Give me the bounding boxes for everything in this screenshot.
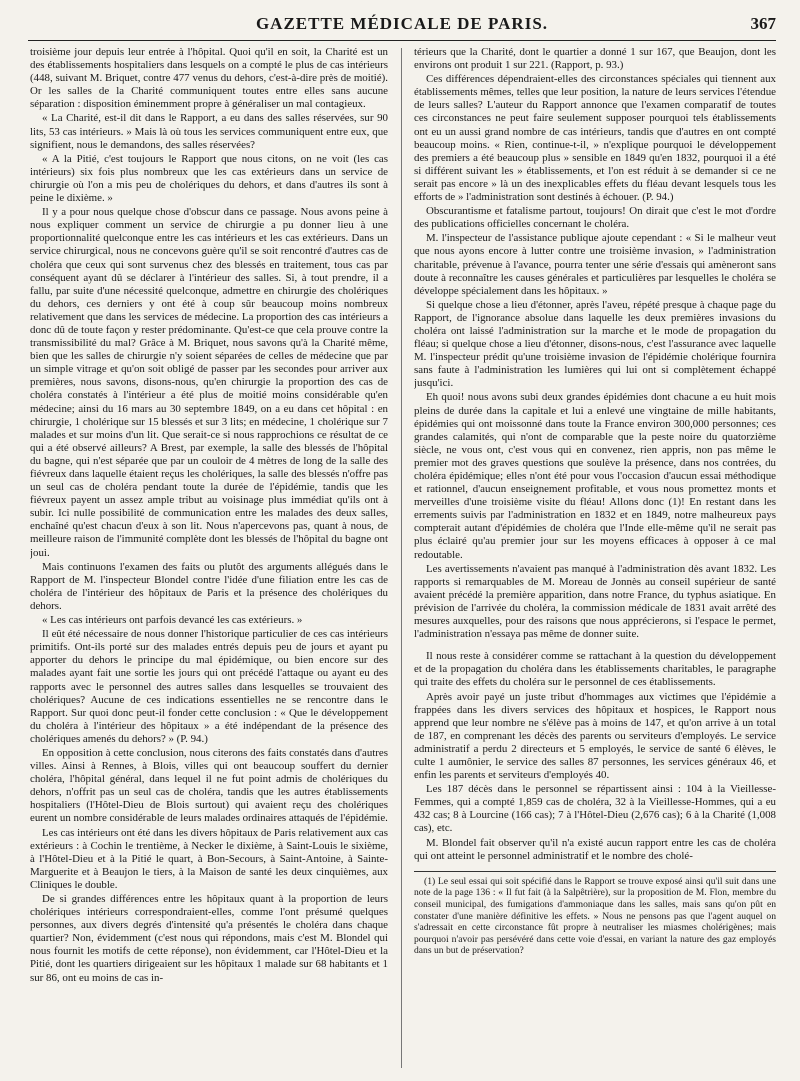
paragraph: Il y a pour nous quelque chose d'obscur dans ce passage. Nous avons peine à nous expliquer comment un service de chirurgie a pu donner lieu à une proportionnalité quelconque entre les cas intérieurs et les cas extérieurs. Dans un service chirurgical, nous ne concevons guère qu'il se soit rencontré d'autres cas de choléra que ceux qui sont survenus chez des blessés en traitement, tous cas par conséquent ayant dû se déclarer à l'intérieur des salles. Si, à tout prendre, il a fallu, par suite d'une nécessité quelconque, admettre en chirurgie des cholériques du dehors, ces derniers y ont été à coup sûr beaucoup moins nombreux relativement que dans les services de médecine. La proportion des cas intérieurs a donc dû de toute façon y rester prédominante. Qu'est-ce que cela prouve contre la transmissibilité du mal? Grâce à M. Briquet, nous savons qu'à la Charité même, bien que les salles de chirurgie n'y soient séparées de celles de médecine que par un simple vitrage et qu'on soit obligé de passer par les secondes pour arriver aux premières, nous savons, disons-nous, qu'en chirurgie la proportion des cas de choléra constatés à l'intérieur a été plus de moitié moins considérable qu'en médecine; ainsi du 16 mars au 30 septembre 1849, on a eu dans cet hôpital : en chirurgie, 1 cholérique sur 15 blessés et sur 3 lits; en médecine, 1 cholérique sur 7 malades et sur moins d'un lit. Que serait-ce si nous rapprochions ce résultat de ce qui a été observé ailleurs? A Brest, par exemple, la salle des blessés de l'hôpital du bagne, qui n'est séparée que par un couloir de 4 mètres de long de la salle des fiévreux dans laquelle étaient reçus les cholériques, la salle des blessés n'offre pas un seul cas de choléra pendant toute la durée de l'épidémie, tandis que les fiévreux payent un assez ample tribut au voisinage plus immédiat qu'ils ont à subir. Ici nulle possibilité de communication entre les malades des deux salles, enchaîné qu'est chacun d'eux à son lit. Nous n'apercevons pas, quant à nous, de meilleure raison de l'immunité complète dont les blessés de l'hôpital du bagne ont joui.	[30, 206, 388, 559]
page-header	[28, 14, 776, 41]
paragraph: M. Blondel fait observer qu'il n'a existé aucun rapport entre les cas de choléra qui ont atteint le personnel administratif et le nombre des cholé-	[414, 836, 776, 862]
paragraph: térieurs que la Charité, dont le quartier a donné 1 sur 167, que Beaujon, dont les environs ont produit 1 sur 221. (Rapport, p. 93.)	[414, 46, 776, 72]
paragraph: Ces différences dépendraient-elles des circonstances spéciales qui tiennent aux établissements mêmes, telles que leur position, la nature de leurs services l'étendue de leurs salles? L'auteur du Rapport annonce que l'examen comparatif de toutes ces circonstances ne peut faire seulement supposer pourquoi tels établissements ont eu un aussi grand nombre de cas intérieurs, tandis que d'autres en ont compté beaucoup moins. « Rien, continue-t-il, » n'explique pourquoi le développement des premiers a été beaucoup plus » sensible en 1849 qu'en 1832, pourquoi il a été si différent suivant les » établissements, et l'on est réduit à se demander si ce ne serait pas encore » là un des inexplicables effets du fléau devant lesquels tous les efforts de » l'administration sont destinés à échouer. (P. 94.)	[414, 73, 776, 204]
footnote-area	[414, 871, 776, 957]
paragraph: Il eût été nécessaire de nous donner l'historique particulier de ces cas intérieurs primitifs. Ont-ils porté sur des malades entrés depuis peu de jours et ayant pu apporter du dehors le principe du mal épidémique, ou bien encore sur des malades ayant fait une sortie les jours qui ont précédé l'attaque ou ayant eu des rapports avec le personnel des autres salles dans lesquelles se trouvaient des cholériques? Aucune de ces indications essentielles ne se rencontre dans le Rapport. Sur quoi donc peut-il fonder cette conclusion : « Que le développement du choléra à l'intérieur des hôpitaux » a été indépendant de la présence des cholériques amenés du dehors? » (P. 94.)	[30, 628, 388, 745]
paragraph: « A la Pitié, c'est toujours le Rapport que nous citons, on ne voit (les cas intérieurs) six fois plus nombreux que les cas extérieurs dans un service de chirurgie où l'on a mis peu de cholériques du dehors, et dans d'autres ils sont à peine le dixième. »	[30, 152, 388, 205]
paragraph: « La Charité, est-il dit dans le Rapport, a eu dans des salles réservées, sur 90 lits, 53 cas intérieurs. » Mais là où tous les services communiquent entre eux, que signifient, nous le demandons, des salles réservées?	[30, 112, 388, 151]
paragraph: Si quelque chose a lieu d'étonner, après l'aveu, répété presque à chaque page du Rapport, de l'ignorance absolue dans laquelle les deux premières invasions du choléra ont laissé l'administration sur la marche et le mode de propagation du fléau; si quelque chose a lieu d'étonner, disons-nous, c'est l'assurance avec laquelle M. l'inspecteur prédit qu'une troisième invasion de l'épidémie cholérique fournira sans faute à l'administration les lumières qui lui ont si complètement échappé jusqu'ici.	[414, 298, 776, 390]
paragraph: troisième jour depuis leur entrée à l'hôpital. Quoi qu'il en soit, la Charité est un des établissements hospitaliers dans lesquels on a compté le plus de cas intérieurs (448, suivant M. Briquet, contre 477 venus du dehors, c'est-à-dire près de moitié). Or les salles de la Charité communiquent toutes entre elles sans aucune séparation : disposition éminemment propre à généraliser un mal contagieux.	[30, 46, 388, 111]
paragraph: Il nous reste à considérer comme se rattachant à la question du développement et de la propagation du choléra dans les établissements charitables, le paragraphe qui traite des effets du choléra sur le personnel de ces établissements.	[414, 650, 776, 689]
left-column	[30, 46, 388, 1071]
paragraph: Mais continuons l'examen des faits ou plutôt des arguments allégués dans le Rapport de M. l'inspecteur Blondel contre l'idée d'une filiation entre les cas de choléra de l'intérieur des hôpitaux de Paris et la présence des cholériques du dehors.	[30, 560, 388, 612]
paragraph: Obscurantisme et fatalisme partout, toujours! On dirait que c'est le mot d'ordre des publications officielles concernant le choléra.	[414, 205, 776, 231]
paragraph: Les 187 décès dans le personnel se répartissent ainsi : 104 à la Vieillesse-Femmes, qui a compté 1,859 cas de choléra, 32 à la Vieillesse-Hommes, qui a eu 432 cas; 8 à Lourcine (166 cas); 7 à l'Hôtel-Dieu (2,676 cas); 6 à la Charité (1,008 cas), etc.	[414, 783, 776, 835]
footnote: (1) Le seul essai qui soit spécifié dans le Rapport se trouve exposé ainsi qu'il suit dans une note de la page 136 : « Il fut fait (à la Salpêtrière), sur la proposition de M. Flon, membre du conseil municipal, des fumigations d'ammoniaque dans les salles, mais sans qu'on pût en constater d'une manière définitive les effets. » Nous ne pensons pas que l'agent auquel on s'adressait en cette circonstance fût propre à neutraliser les miasmes cholérigènes; mais pourquoi n'avoir pas persévéré dans cette voie d'essai, en variant la nature des gaz employés dans un but de préservation?	[414, 875, 776, 957]
paragraph: « Les cas intérieurs ont parfois devancé les cas extérieurs. »	[42, 614, 303, 627]
paragraph: Après avoir payé un juste tribut d'hommages aux victimes que l'épidémie a frappées dans les divers services des hôpitaux et hospices, le Rapport nous apprend que leur nombre ne s'élève pas à moins de 147, et qu'on arrive à un total de 187, en comprenant les décès des parents ou serviteurs d'employés. Le service administratif a perdu 2 directeurs et 5 employés, le service de santé 6 élèves, le culte 1 aumônier, le service des salles 87 personnes, les services généraux 46, et enfin les parents et serviteurs d'employés 40.	[414, 690, 776, 782]
right-column	[414, 46, 776, 1071]
paragraph: Les avertissements n'avaient pas manqué à l'administration dès avant 1832. Les rapports si remarquables de M. Moreau de Jonnès au conseil supérieur de santé avaient précédé la première apparition, dans notre France, du typhus asiatique. En prévision de l'arrivée du choléra, la commission médicale de 1831 avait arrêté des mesures auxquelles, pour des raisons que nous apprécierons, si l'espace le permet, l'administration n'essaya pas même de donner suite.	[414, 562, 776, 641]
paragraph: En opposition à cette conclusion, nous citerons des faits constatés dans d'autres villes. Ainsi à Rennes, à Blois, villes qui ont beaucoup souffert du dernier choléra, l'hôpital général, dans lequel il ne fut point admis de cholériques du dehors, n'offrit pas un seul cas de choléra, tandis que les autres établissements hospitaliers (l'Hôtel-Dieu de Blois surtout) qui avaient reçu des cholériques eurent un nombre considérable de leurs malades ordinaires attaqués de l'épidémie.	[30, 746, 388, 825]
paragraph: Les cas intérieurs ont été dans les divers hôpitaux de Paris relativement aux cas extérieurs : à Cochin le trentième, à Necker le dixième, à Saint-Louis le sixième, à l'Hôtel-Dieu et à la Pitié le quart, à Bon-Secours, à Saint-Antoine, à Sainte-Marguerite et à Beaujon le tiers, à la Maison de santé les deux cinquièmes, aux Cliniques le double.	[30, 826, 388, 891]
paragraph: M. l'inspecteur de l'assistance publique ajoute cependant : « Si le malheur veut que nous ayons encore à lutter contre une troisième invasion, » l'administration charitable, prévenue à l'avance, pourra tenter une série d'essais qui amèneront sans doute à reconnaître les causes générales et particulières par lesquelles le choléra se développe spécialement dans les hôpitaux. »	[414, 232, 776, 297]
journal-title: GAZETTE MÉDICALE DE PARIS.	[255, 14, 549, 33]
page-number: 367	[750, 14, 776, 33]
paragraph: De si grandes différences entre les hôpitaux quant à la proportion de leurs cholériques intérieurs correspondraient-elles, comme l'ont présumé quelques personnes, aux divers degrés d'intensité qu'a présentés le choléra dans chaque quartier? Non, évidemment (c'est nous qui répondons, mais c'est M. Blondel qui nous fournit les motifs de cette réponse), non évidemment, car l'Hôtel-Dieu et la Pitié, dont les quartiers dirigeaient sur les hôpitaux 1 malade sur 68 habitants et 1 sur 86, ont eu moins de cas in-	[30, 893, 388, 984]
paragraph: Eh quoi! nous avons subi deux grandes épidémies dont chacune a eu huit mois pleins de durée dans la capitale et lui a enlevé une vingtaine de mille habitants, épidémies qui ont moissonné dans toute la France environ 300,000 personnes; ces grandes calamités, qui n'ont de comparable que la peste noire du quatorzième siècle, ne vous ont, c'est vous qui en convenez, rien appris, non pas même le premier mot des graves questions que soulève la présence, dans nos contrées, du choléra épidémique; elles n'ont été pour vous l'occasion d'aucun essai méthodique et rationnel, d'aucun enseignement profitable, et vous nous promettez monts et merveilles d'une troisième visite du fléau! Allons donc (1)! En restant dans les errements suivis par l'administration en 1832 et en 1849, notre malheureux pays compterait autant d'épidémies de choléra que l'Inde elle-même qu'il ne serait pas plus éclairé qu'au premier jour sur les moyens efficaces à opposer à ce mal redoutable.	[414, 391, 776, 561]
column-divider	[401, 48, 402, 1068]
